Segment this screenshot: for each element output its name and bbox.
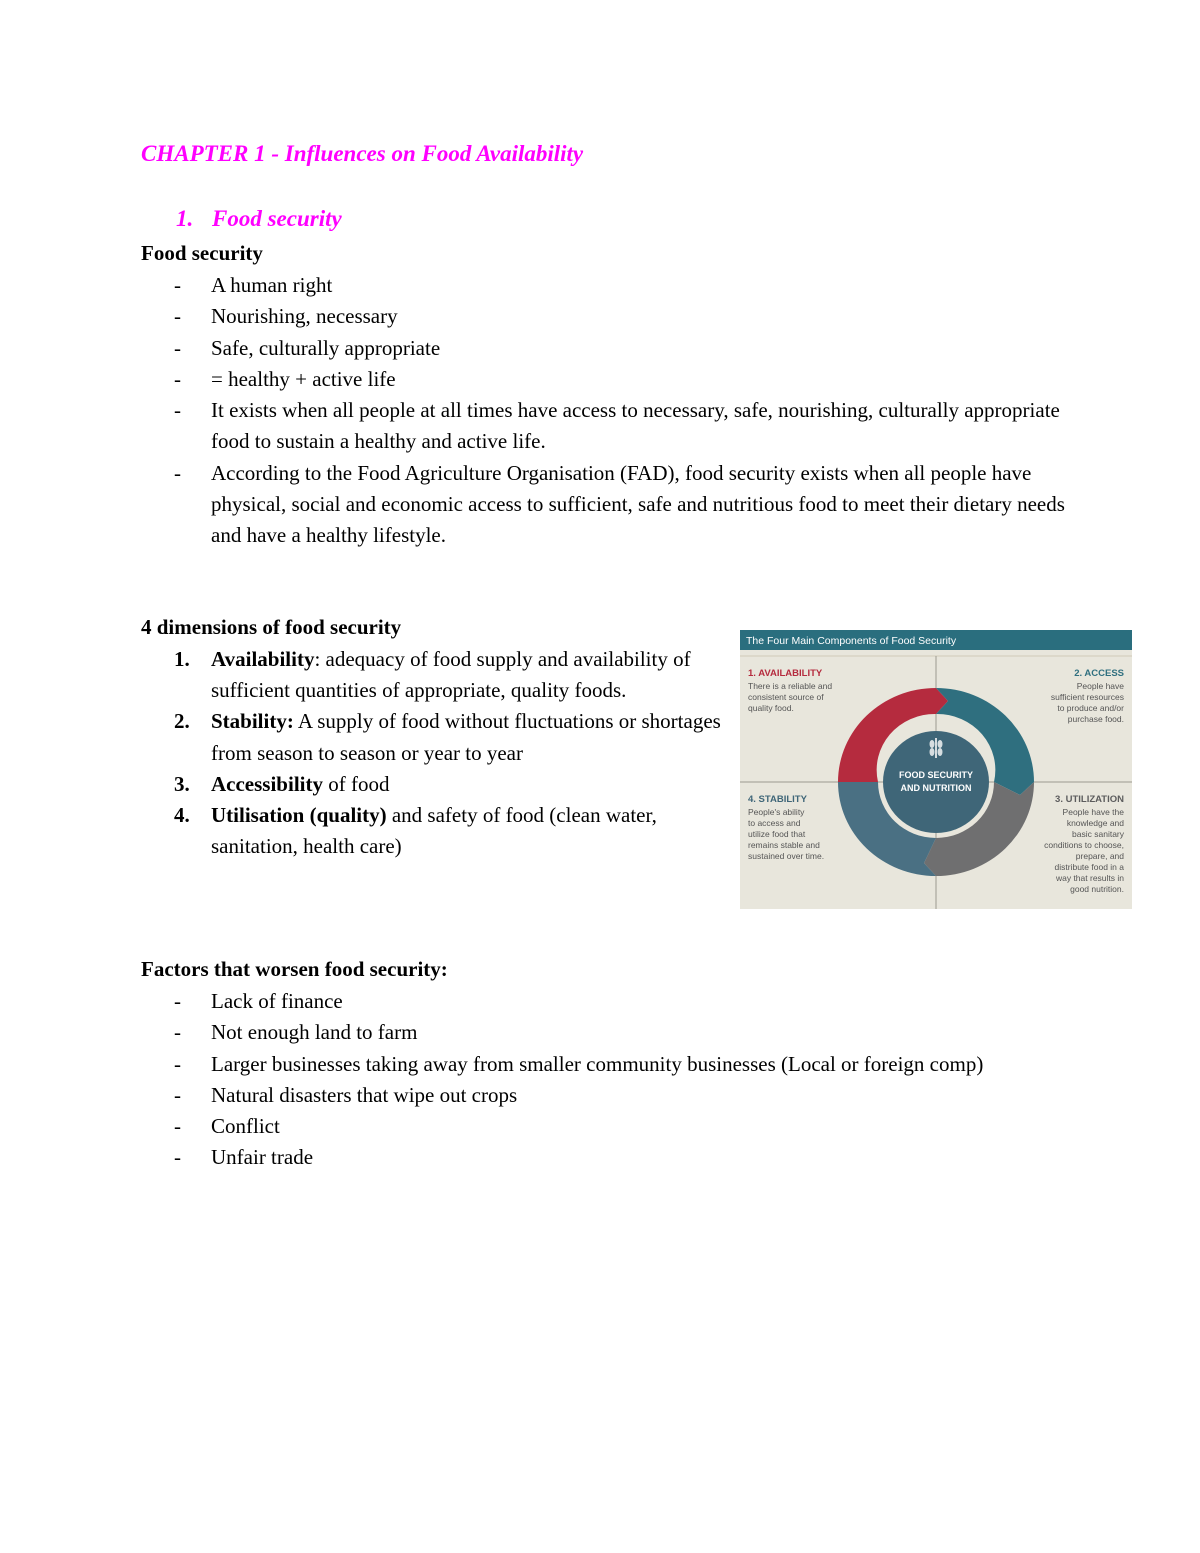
list-item: - A human right [174, 273, 333, 297]
list-item: - Not enough land to farm [174, 1020, 418, 1045]
list-item: - Nourishing, necessary [174, 304, 398, 329]
factors-list [141, 986, 1041, 1174]
center-label-line2: AND NUTRITION [900, 783, 972, 793]
list-item: - Natural disasters that wipe out crops [174, 1082, 518, 1107]
list-item: 4. Utilisation (quality) and safety of food (clean water, sanitation, health care) [174, 803, 657, 859]
svg-text:People's ability: People's ability [748, 807, 805, 817]
list-item: - It exists when all people at all times have access to necessary, safe, nourishing, culturally appropriate food to sustain a healthy and active life. [174, 398, 1060, 454]
svg-text:sustained over time.: sustained over time. [748, 851, 825, 861]
section-title: Food security [212, 206, 342, 231]
section-number: 1. [176, 206, 194, 231]
center-label-line1: FOOD SECURITY [898, 770, 974, 780]
svg-text:to produce and/or: to produce and/or [1057, 703, 1124, 713]
food-security-heading: Food security [141, 241, 263, 265]
list-item: - = healthy + active life [174, 366, 396, 391]
food-security-diagram [740, 630, 1132, 909]
svg-text:good nutrition.: good nutrition. [1070, 884, 1124, 894]
list-item: - Unfair trade [174, 1145, 314, 1170]
list-item: 3. Accessibility of food [174, 771, 390, 796]
svg-text:purchase food.: purchase food. [1067, 714, 1124, 724]
chapter-title: CHAPTER 1 - Influences on Food Availability [141, 141, 584, 166]
svg-text:quality food.: quality food. [748, 703, 794, 713]
list-item: - According to the Food Agriculture Organisation (FAD), food security exists when all people have physical, social and economic access to sufficient, safe and nutritious food to meet their dietary needs and have a healthy lifestyle. [174, 460, 1065, 548]
access-title: 2. ACCESS [1074, 668, 1124, 679]
list-item: - Larger businesses taking away from smaller community businesses (Local or foreign comp) [174, 1051, 984, 1076]
svg-text:There is a reliable and: There is a reliable and [748, 681, 833, 691]
svg-text:sufficient resources: sufficient resources [1050, 692, 1124, 702]
stability-title: 4. STABILITY [748, 794, 807, 805]
dimensions-list [141, 644, 721, 862]
svg-text:conditions to choose,: conditions to choose, [1044, 840, 1124, 850]
svg-text:People have: People have [1076, 681, 1124, 691]
svg-text:prepare, and: prepare, and [1075, 851, 1124, 861]
section-heading [176, 206, 342, 232]
svg-text:to access and: to access and [748, 818, 801, 828]
list-item: 2. Stability: A supply of food without fluctuations or shortages from season to season or year to year [174, 709, 721, 765]
food-security-list [141, 270, 1081, 552]
svg-text:basic sanitary: basic sanitary [1072, 829, 1124, 839]
svg-text:knowledge and: knowledge and [1066, 818, 1124, 828]
svg-text:consistent source of: consistent source of [748, 692, 824, 702]
utilization-title: 3. UTILIZATION [1055, 794, 1124, 805]
svg-text:distribute food in a: distribute food in a [1054, 862, 1124, 872]
list-item: - Conflict [174, 1114, 280, 1139]
list-item: 1. Availability: adequacy of food supply and availability of sufficient quantities of appropriate, quality foods. [174, 647, 691, 703]
list-item: - Lack of finance [174, 989, 343, 1013]
svg-text:utilize food that: utilize food that [748, 829, 806, 839]
factors-heading: Factors that worsen food security: [141, 957, 448, 981]
svg-text:People have the: People have the [1062, 807, 1124, 817]
svg-text:way that results in: way that results in [1055, 873, 1124, 883]
dimensions-heading: 4 dimensions of food security [141, 615, 402, 639]
availability-title: 1. AVAILABILITY [748, 668, 823, 679]
svg-text:remains stable and: remains stable and [748, 840, 820, 850]
list-item: - Safe, culturally appropriate [174, 335, 441, 360]
diagram-title: The Four Main Components of Food Security [746, 635, 957, 647]
